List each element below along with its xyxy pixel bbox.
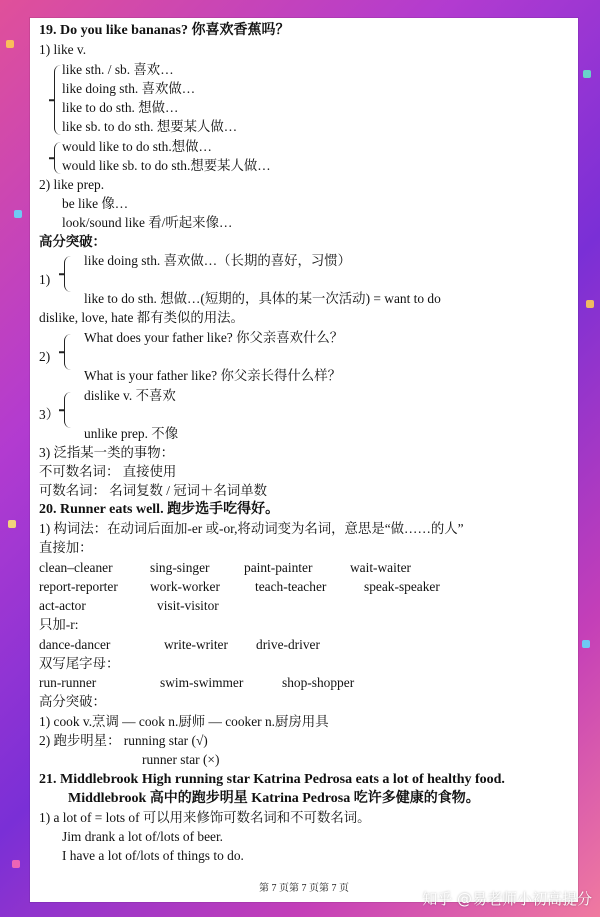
- text-line: 高分突破：: [39, 694, 106, 709]
- confetti-dot: [583, 70, 591, 78]
- text-line: like to do sth. 想做…(短期的，具体的某一次活动) = want to do: [84, 291, 441, 306]
- subheading: 高分突破：: [39, 234, 106, 249]
- word-pair: drive-driver: [256, 637, 320, 652]
- item-number: 2): [39, 349, 51, 364]
- word-pair: run-runner: [39, 675, 97, 690]
- word-pair: report-reporter: [39, 579, 118, 594]
- word-pair: swim-swimmer: [160, 675, 244, 690]
- text-line: like sb. to do sth. 想要某人做…: [62, 119, 238, 134]
- left-brace: [64, 256, 71, 292]
- text-line: 1) a lot of = lots of 可以用来修饰可数名词和不可数名词。: [39, 810, 371, 825]
- section-19-heading: 19. Do you like bananas? 你喜欢香蕉吗？: [39, 23, 290, 38]
- text-line: 1) like v.: [39, 42, 87, 57]
- text-line: 1) 构词法：在动词后面加-er 或-or,将动词变为名词，意思是“做……的人”: [39, 521, 464, 536]
- text-line: would like sb. to do sth.想要某人做…: [62, 158, 271, 173]
- item-number: 3）: [39, 407, 60, 422]
- word-pair: write-writer: [164, 637, 228, 652]
- confetti-dot: [6, 40, 14, 48]
- text-line: 直接加：: [39, 540, 93, 555]
- text-line: like doing sth. 喜欢做…（长期的喜好，习惯）: [84, 253, 352, 268]
- text-line: What does your father like? 你父亲喜欢什么？: [84, 330, 344, 345]
- page-footer: 第 7 页第 7 页第 7 页: [259, 883, 349, 894]
- word-pair: clean–cleaner: [39, 560, 113, 575]
- word-pair: work-worker: [150, 579, 220, 594]
- word-pair: wait-waiter: [350, 560, 411, 575]
- word-pair: visit-visitor: [157, 598, 219, 613]
- text-line: I have a lot of/lots of things to do.: [62, 848, 244, 863]
- section-21-heading: 21. Middlebrook High running star Katrina Pedrosa eats a lot of healthy food.: [39, 772, 505, 787]
- confetti-dot: [12, 860, 20, 868]
- left-brace: [64, 392, 71, 428]
- text-line: would like to do sth.想做…: [62, 139, 212, 154]
- word-pair: sing-singer: [150, 560, 210, 575]
- confetti-dot: [586, 300, 594, 308]
- confetti-dot: [8, 520, 16, 528]
- word-pair: act-actor: [39, 598, 86, 613]
- left-brace: [54, 142, 61, 174]
- text-line: 3) 泛指某一类的事物：: [39, 445, 175, 460]
- text-line: 只加-r:: [39, 617, 79, 632]
- text-line: unlike prep. 不像: [84, 426, 179, 441]
- text-line: 2) like prep.: [39, 177, 105, 192]
- document-page: [30, 18, 578, 902]
- confetti-dot: [14, 210, 22, 218]
- section-20-heading: 20. Runner eats well. 跑步选手吃得好。: [39, 502, 280, 517]
- word-pair: teach-teacher: [255, 579, 327, 594]
- word-pair: speak-speaker: [364, 579, 440, 594]
- section-21-translation: Middlebrook 高中的跑步明星 Katrina Pedrosa 吃许多健康的食物。: [68, 791, 480, 806]
- word-pair: dance-dancer: [39, 637, 111, 652]
- confetti-dot: [582, 640, 590, 648]
- text-line: 1) cook v.烹调 — cook n.厨师 — cooker n.厨房用具: [39, 714, 329, 729]
- watermark: 知乎 @易老师小初高提分: [422, 890, 592, 908]
- text-line: like doing sth. 喜欢做…: [62, 81, 196, 96]
- text-line: like to do sth. 想做…: [62, 100, 179, 115]
- text-line: Jim drank a lot of/lots of beer.: [62, 829, 224, 844]
- left-brace: [54, 65, 61, 135]
- item-number: 1): [39, 272, 51, 287]
- text-line: dislike, love, hate 都有类似的用法。: [39, 310, 244, 325]
- text-line: What is your father like? 你父亲长得什么样？: [84, 368, 341, 383]
- text-line: 不可数名词： 直接使用: [39, 464, 177, 479]
- text-line: dislike v. 不喜欢: [84, 388, 176, 403]
- text-line: look/sound like 看/听起来像…: [62, 215, 233, 230]
- text-line: 2) 跑步明星： running star (√): [39, 733, 208, 748]
- left-brace: [64, 334, 71, 370]
- text-line: runner star (×): [142, 752, 220, 767]
- text-line: be like 像…: [62, 196, 129, 211]
- text-line: like sth. / sb. 喜欢…: [62, 62, 174, 77]
- text-line: 可数名词： 名词复数 / 冠词＋名词单数: [39, 483, 268, 498]
- word-pair: paint-painter: [244, 560, 313, 575]
- word-pair: shop-shopper: [282, 675, 355, 690]
- text-line: 双写尾字母：: [39, 656, 120, 671]
